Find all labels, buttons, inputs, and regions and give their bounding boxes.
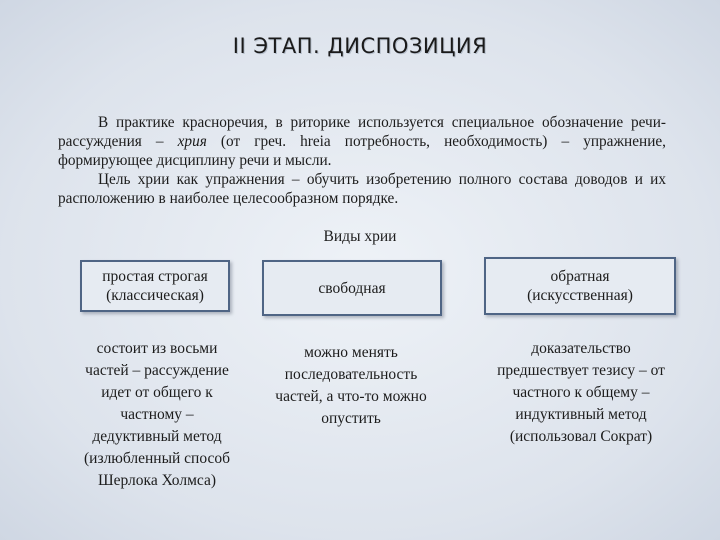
description-line: идет от общего к: [101, 384, 213, 401]
description-line: Шерлока Холмса): [97, 472, 216, 489]
paragraph-definition-start: В практике красноречия, в риторике используется специальное обозначение речи-рассуждения –: [58, 114, 666, 150]
paragraph-definition-end: (от греч. hreia потребность, необходимость) – упражнение, формирующее дисциплину речи и мысли.: [58, 133, 667, 169]
type-name: обратная: [550, 268, 610, 285]
slide-title: II ЭТАП. ДИСПОЗИЦИЯ: [232, 34, 488, 58]
description-line: последовательность: [284, 366, 418, 383]
description-line: дедуктивный метод: [92, 428, 222, 445]
description-line: частей – рассуждение: [85, 362, 229, 379]
description-line: опустить: [321, 410, 381, 427]
type-description-simple: [62, 338, 252, 492]
type-name: простая строгая: [102, 268, 208, 285]
type-subname: (классическая): [106, 287, 204, 304]
description-line: можно менять: [304, 344, 398, 361]
description-line: предшествует тезису – от: [497, 362, 665, 379]
type-description-free: [258, 342, 444, 430]
description-line: доказательство: [531, 340, 631, 357]
type-subname: (искусственная): [527, 287, 633, 304]
paragraph-definition: [58, 113, 666, 170]
paragraph-goal: Цель хрии как упражнения – обучить изобретению полного состава доводов и их расположению в наиболее целесообразном порядке.: [58, 171, 666, 207]
type-box-simple: [80, 260, 230, 312]
type-name: свободная: [318, 279, 386, 297]
type-description-reverse: [478, 338, 684, 448]
description-line: состоит из восьми: [96, 340, 218, 357]
description-line: индуктивный метод: [515, 406, 647, 423]
body-text: [58, 113, 666, 208]
type-box-reverse: [484, 257, 676, 315]
description-line: (использовал Сократ): [509, 428, 653, 445]
type-box-free: [262, 260, 442, 316]
description-line: частного к общему –: [512, 384, 650, 401]
description-line: частному –: [120, 406, 194, 423]
types-heading: Виды хрии: [323, 228, 397, 245]
term-hriya: хрия: [177, 133, 207, 150]
description-line: (излюбленный способ: [83, 450, 230, 467]
description-line: частей, а что-то можно: [275, 388, 427, 405]
